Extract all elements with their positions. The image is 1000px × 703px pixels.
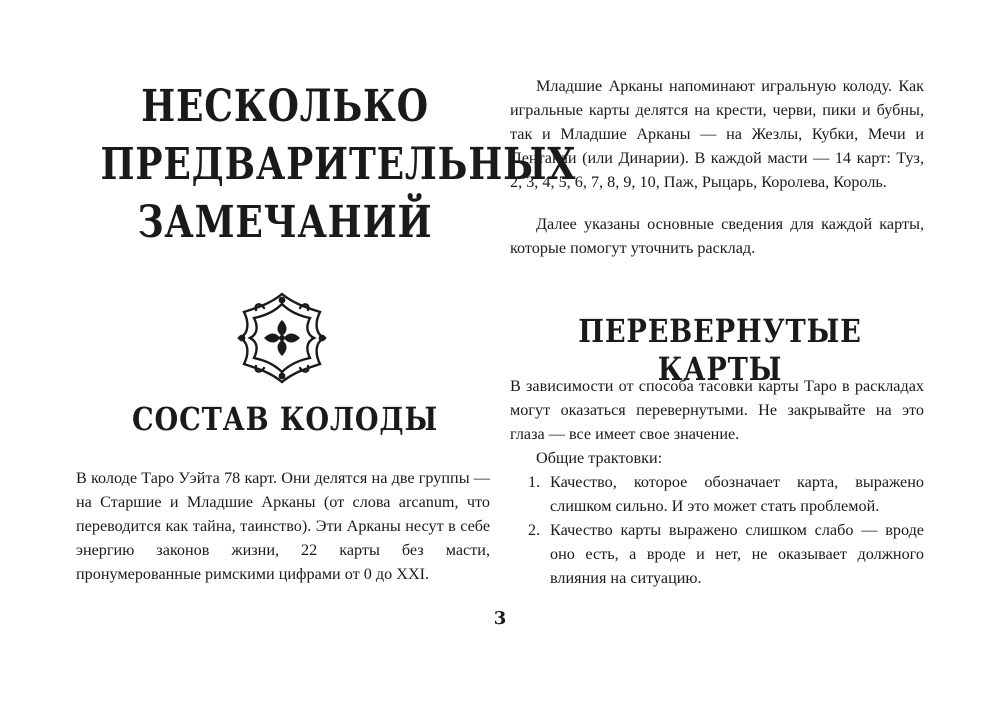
list-item: [510, 518, 924, 590]
page-number: 3: [493, 608, 507, 629]
minor-arcana-paragraph: Младшие Арканы напоминают игральную колоду. Как игральные карты делятся на крести, черви, пики и бубны, так и Младшие Арканы — на Жезлы, Кубки, Мечи и Пентакли (или Динарии). В каждой масти — 14 карт: Туз, 2, 3, 4, 5, 6, 7, 8, 9, 10, Паж, Рыцарь, Королева, Король.: [510, 77, 924, 191]
list-item-text: Качество, которое обозначает карта, выражено слишком сильно. И это может стать проблемой.: [550, 473, 924, 515]
list-item-text: Качество карты выражено слишком слабо — вроде оно есть, а вроде и нет, не оказывает должного влияния на ситуацию.: [550, 521, 924, 587]
list-item: [510, 470, 924, 518]
chapter-title-line: ЗАМЕЧАНИЙ: [137, 197, 433, 248]
section-title-reversed: ПЕРЕВЕРНУТЫЕ КАРТЫ: [578, 312, 862, 388]
reversed-paragraph: В зависимости от способа тасовки карты Таро в раскладах могут оказаться перевернутыми. Не закрывайте на это глаза — все имеет свое значение.: [510, 377, 924, 443]
list-item-number: 1.: [528, 473, 541, 491]
list-item-number: 2.: [528, 521, 541, 539]
interpretations-list: [510, 470, 924, 590]
deck-paragraph: В колоде Таро Уэйта 78 карт. Они делятся на две группы — на Старшие и Младшие Арканы (от слова arcanum, что переводится как тайна, таинство). Эти Арканы несут в себе энергию законов жизни, 22 карты без масти, пронумерованные римскими цифрами от 0 до XXI.: [76, 469, 490, 583]
chapter-title-line: ПРЕДВАРИТЕЛЬНЫХ: [100, 139, 577, 190]
section-title-deck: СОСТАВ КОЛОДЫ: [132, 400, 438, 438]
list-intro: Общие трактовки:: [536, 449, 663, 467]
floral-ornament-icon: [234, 290, 330, 386]
card-info-paragraph: Далее указаны основные сведения для каждой карты, которые помогут уточнить расклад.: [510, 215, 924, 257]
chapter-title-line: НЕСКОЛЬКО: [141, 81, 429, 132]
chapter-title: [100, 78, 577, 252]
